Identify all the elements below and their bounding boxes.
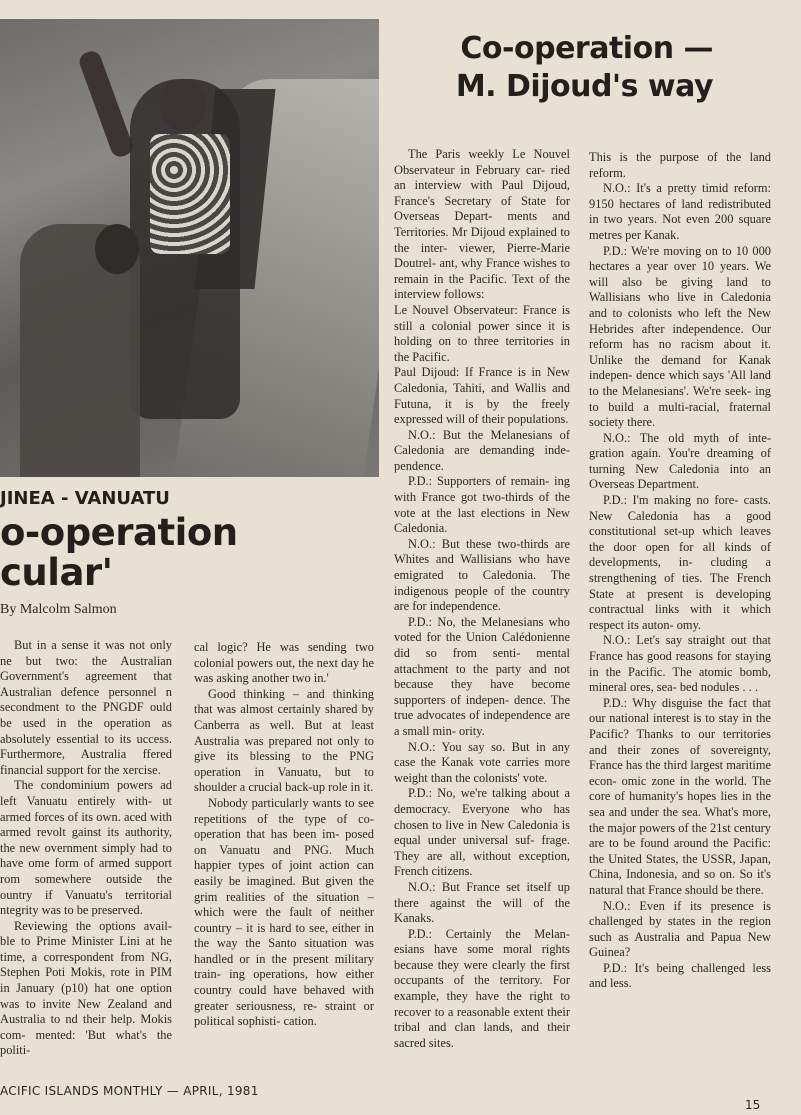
article-kicker: JINEA - VANUATU bbox=[0, 488, 170, 509]
column-3 bbox=[394, 147, 570, 1051]
article-photo bbox=[0, 19, 379, 477]
paragraph: The Paris weekly Le Nouvel Observateur in February car- ried an interview with Paul Dijoud, France's Secretary of State for Overseas Depart- ments and Territories. Mr Dijoud explained to the inter- viewer, Pierre-Marie Doutrel- ant, why France wishes to remain in the Pacific. Text of the interview follows: bbox=[394, 147, 570, 302]
headline-line1: Co-operation — bbox=[460, 31, 713, 66]
paragraph: N.O.: But these two-thirds are Whites and Wallisians who have emigrated to Caledonia. The indigenous people of the country are for independence. bbox=[394, 536, 570, 614]
paragraph: P.D.: I'm making no fore- casts. New Caledonia has a good constitutional set-up which leaves the door open for all kinds of developments, in- cluding a strengthening of ties. The French State at present is developing contractual links with it which respect its auton- omy. bbox=[589, 493, 771, 632]
paragraph: N.O.: You say so. But in any case the Kanak vote carries more weight than the colonists' vote. bbox=[394, 739, 570, 785]
paragraph: Reviewing the options avail- ble to Prime Minister Lini at he time, a correspondent from NG, Stephen Poti Mokis, rote in PIM in January (p10) hat one option was to invite New Zealand and Australia to nd their help. Mokis com- mented: 'But what's the politi- bbox=[0, 918, 172, 1058]
article-title bbox=[0, 513, 238, 593]
paragraph: cal logic? He was sending two colonial powers out, the next day he was asking another two in.' bbox=[194, 640, 374, 686]
magazine-footer: ACIFIC ISLANDS MONTHLY — APRIL, 1981 bbox=[0, 1084, 259, 1098]
paragraph: Good thinking – and thinking that was almost certainly shared by Canberra as well. But at least Australia was prepared not only to give its blessing to the PNG operation in Vanuatu, but to shoulder a crucial back-up role in it. bbox=[194, 686, 374, 795]
paragraph: P.D.: We're moving on to 10 000 hectares a year over 10 years. We will also be giving land to Wallisians who live in Caledonia and to colonists who left the New Hebrides after independence. Our reform has no racism about it. Unlike the demand for Kanak indepen- dence which says 'All land to the Melanesians'. We're seek- ing to build a multi-racial, fraternal society there. bbox=[589, 243, 771, 430]
paragraph: N.O.: It's a pretty timid reform: 9150 hectares of land redistributed in two years. Not even 200 square metres per Kanak. bbox=[589, 181, 771, 242]
patterned-shirt bbox=[150, 134, 230, 254]
article-title-line2: cular' bbox=[0, 551, 113, 594]
paragraph: P.D.: Supporters of remain- ing with France got two-thirds of the vote at the last elections in New Caledonia. bbox=[394, 474, 570, 536]
paragraph: P.D.: It's being challenged less and less. bbox=[589, 960, 771, 991]
article-title-line1: o-operation bbox=[0, 511, 238, 554]
paragraph: N.O.: Even if its presence is challenged by states in the region such as Australia and Papua New Guinea? bbox=[589, 898, 771, 960]
standing-man-head bbox=[160, 79, 206, 131]
paragraph: P.D.: No, we're talking about a democracy. Everyone who has chosen to live in New Caledonia is equal under universal suf- frage. They are all, without exception, French citizens. bbox=[394, 786, 570, 879]
byline: By Malcolm Salmon bbox=[0, 602, 117, 617]
paragraph: N.O.: Let's say straight out that France has good reasons for staying in the Pacific. The atomic bomb, mineral ores, sea- bed nodules . . . bbox=[589, 633, 771, 695]
paragraph: But in a sense it was not only ne but two: the Australian Government's agreement that Australian defence personnel n secondment to the PNGDF ould be used in the operation as absolutely essential to its uccess. Furthermore, Australia ffered financial support for the xercise. bbox=[0, 638, 172, 777]
column-2 bbox=[194, 640, 374, 1030]
paragraph: P.D.: Certainly the Melan- esians have some moral rights because they were clearly the first occupants of the territory. For example, they have the right to recover to a reasonable extent their tribal and clan lands, and their sacred sites. bbox=[394, 926, 570, 1050]
paragraph: Paul Dijoud: If France is in New Caledonia, Tahiti, and Wallis and Futuna, it is by the freely expressed will of their populations. bbox=[394, 365, 570, 427]
lower-man-head bbox=[95, 224, 139, 274]
paragraph: Le Nouvel Observateur: France is still a colonial power since it is holding on to three territories in the Pacific. bbox=[394, 302, 570, 364]
paragraph: N.O.: The old myth of inte- gration again. You're dreaming of turning New Caledonia into an Overseas Department. bbox=[589, 430, 771, 492]
paragraph: This is the purpose of the land reform. bbox=[589, 150, 771, 180]
headline bbox=[391, 30, 791, 106]
column-1 bbox=[0, 638, 172, 1059]
paragraph: The condominium powers ad left Vanuatu entirely with- ut armed forces of its own. aced with armed revolt gainst its authority, the new overnment simply had to have ome form of armed support rom somewhere outside the ountry if Vanuatu's territorial ntegrity was to be preserved. bbox=[0, 778, 172, 918]
raised-arm bbox=[77, 49, 135, 160]
paragraph: P.D.: No, the Melanesians who voted for the Union Calédonienne did so from senti- mental attachment to the party and not because they have become supporters of indepen- dence. The true advocates of independence are a small min- ority. bbox=[394, 614, 570, 738]
paragraph: N.O.: But the Melanesians of Caledonia are demanding inde- pendence. bbox=[394, 427, 570, 473]
headline-line2: M. Dijoud's way bbox=[455, 69, 713, 104]
page-number: 15 bbox=[745, 1098, 761, 1112]
column-4 bbox=[589, 150, 771, 992]
paragraph: Nobody particularly wants to see repetitions of the type of co-operation that has been im- posed on Vanuatu and PNG. Much happier types of joint action can easily be imagined. But given the grim realities of the situation – which were the fault of neither country – it is hard to see, either in the way the Santo situation was handled or in the present military train- ing operations, how either country could have behaved with greater seriousness, re- straint or political sophisti- cation. bbox=[194, 795, 374, 1029]
paragraph: P.D.: Why disguise the fact that our national interest is to stay in the Pacific? Thanks to our territories and their zones of sovereignty, France has the third largest maritime econ- omic zone in the world. The core of humanity's hopes lies in the sea and under the sea. What's more, the major powers of the 21st century are to be found around the Pacific: the United States, the USSR, Japan, China, Indonesia, and so on. So it's natural that France should be there. bbox=[589, 695, 771, 897]
paragraph: N.O.: But France set itself up there against the will of the Kanaks. bbox=[394, 879, 570, 926]
